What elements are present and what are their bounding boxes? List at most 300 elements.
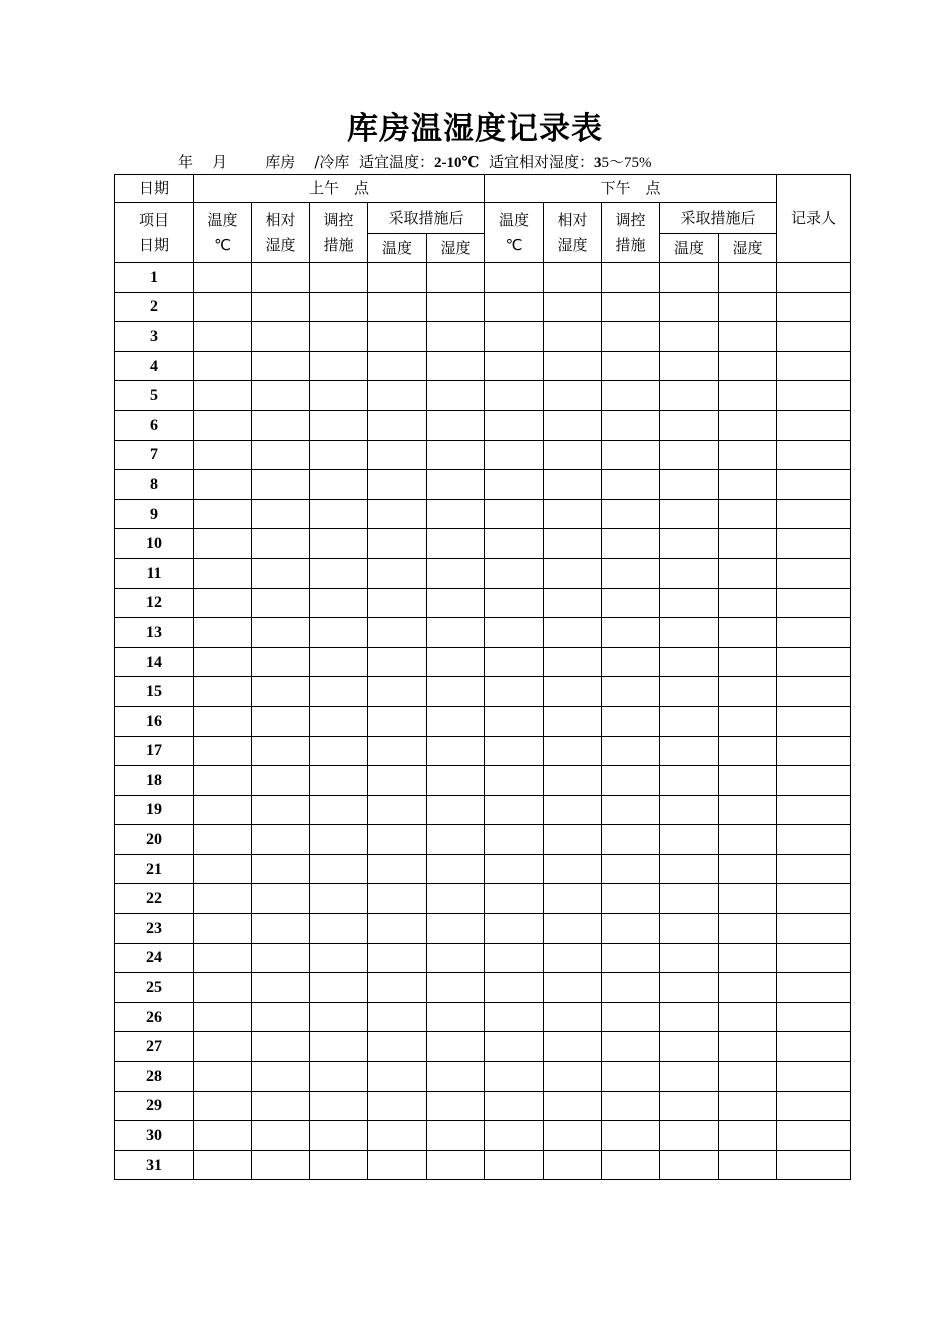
entry-cell[interactable] — [544, 381, 602, 411]
entry-cell[interactable] — [544, 1032, 602, 1062]
entry-cell[interactable] — [194, 677, 252, 707]
entry-cell[interactable] — [544, 736, 602, 766]
entry-cell[interactable] — [194, 1091, 252, 1121]
entry-cell[interactable] — [427, 351, 485, 381]
entry-cell[interactable] — [719, 706, 777, 736]
entry-cell[interactable] — [602, 440, 660, 470]
entry-cell[interactable] — [252, 381, 310, 411]
entry-cell[interactable] — [660, 914, 719, 944]
entry-cell[interactable] — [310, 854, 368, 884]
entry-cell[interactable] — [719, 1150, 777, 1180]
entry-cell[interactable] — [368, 558, 427, 588]
entry-cell[interactable] — [602, 1150, 660, 1180]
entry-cell[interactable] — [310, 618, 368, 648]
entry-cell[interactable] — [602, 706, 660, 736]
entry-cell[interactable] — [719, 292, 777, 322]
entry-cell[interactable] — [368, 263, 427, 293]
entry-cell[interactable] — [368, 1032, 427, 1062]
entry-cell[interactable] — [777, 588, 851, 618]
entry-cell[interactable] — [252, 706, 310, 736]
entry-cell[interactable] — [427, 529, 485, 559]
entry-cell[interactable] — [310, 795, 368, 825]
entry-cell[interactable] — [310, 529, 368, 559]
entry-cell[interactable] — [602, 854, 660, 884]
entry-cell[interactable] — [602, 766, 660, 796]
entry-cell[interactable] — [310, 1002, 368, 1032]
entry-cell[interactable] — [544, 914, 602, 944]
entry-cell[interactable] — [427, 973, 485, 1003]
entry-cell[interactable] — [427, 914, 485, 944]
entry-cell[interactable] — [252, 766, 310, 796]
entry-cell[interactable] — [719, 381, 777, 411]
entry-cell[interactable] — [719, 736, 777, 766]
entry-cell[interactable] — [194, 351, 252, 381]
entry-cell[interactable] — [602, 618, 660, 648]
entry-cell[interactable] — [310, 470, 368, 500]
entry-cell[interactable] — [194, 1002, 252, 1032]
entry-cell[interactable] — [194, 1032, 252, 1062]
entry-cell[interactable] — [777, 854, 851, 884]
entry-cell[interactable] — [310, 322, 368, 352]
entry-cell[interactable] — [485, 1091, 544, 1121]
entry-cell[interactable] — [485, 1062, 544, 1092]
entry-cell[interactable] — [368, 618, 427, 648]
entry-cell[interactable] — [485, 588, 544, 618]
entry-cell[interactable] — [310, 1062, 368, 1092]
entry-cell[interactable] — [660, 381, 719, 411]
entry-cell[interactable] — [660, 795, 719, 825]
entry-cell[interactable] — [660, 825, 719, 855]
entry-cell[interactable] — [194, 410, 252, 440]
entry-cell[interactable] — [368, 499, 427, 529]
entry-cell[interactable] — [368, 588, 427, 618]
entry-cell[interactable] — [544, 825, 602, 855]
entry-cell[interactable] — [485, 1121, 544, 1151]
entry-cell[interactable] — [427, 1150, 485, 1180]
entry-cell[interactable] — [194, 292, 252, 322]
entry-cell[interactable] — [252, 647, 310, 677]
entry-cell[interactable] — [544, 470, 602, 500]
entry-cell[interactable] — [544, 558, 602, 588]
entry-cell[interactable] — [310, 440, 368, 470]
entry-cell[interactable] — [602, 736, 660, 766]
entry-cell[interactable] — [427, 795, 485, 825]
entry-cell[interactable] — [194, 588, 252, 618]
entry-cell[interactable] — [252, 825, 310, 855]
entry-cell[interactable] — [194, 884, 252, 914]
entry-cell[interactable] — [660, 1091, 719, 1121]
entry-cell[interactable] — [777, 618, 851, 648]
entry-cell[interactable] — [777, 1150, 851, 1180]
entry-cell[interactable] — [310, 884, 368, 914]
entry-cell[interactable] — [602, 470, 660, 500]
entry-cell[interactable] — [777, 1032, 851, 1062]
entry-cell[interactable] — [777, 1121, 851, 1151]
entry-cell[interactable] — [602, 1032, 660, 1062]
entry-cell[interactable] — [777, 884, 851, 914]
entry-cell[interactable] — [485, 766, 544, 796]
entry-cell[interactable] — [777, 647, 851, 677]
entry-cell[interactable] — [602, 677, 660, 707]
entry-cell[interactable] — [544, 795, 602, 825]
entry-cell[interactable] — [544, 706, 602, 736]
entry-cell[interactable] — [252, 529, 310, 559]
entry-cell[interactable] — [252, 973, 310, 1003]
entry-cell[interactable] — [485, 854, 544, 884]
entry-cell[interactable] — [602, 322, 660, 352]
entry-cell[interactable] — [485, 322, 544, 352]
entry-cell[interactable] — [777, 292, 851, 322]
entry-cell[interactable] — [427, 263, 485, 293]
entry-cell[interactable] — [544, 440, 602, 470]
entry-cell[interactable] — [777, 263, 851, 293]
entry-cell[interactable] — [602, 351, 660, 381]
entry-cell[interactable] — [368, 1150, 427, 1180]
entry-cell[interactable] — [719, 1062, 777, 1092]
entry-cell[interactable] — [194, 706, 252, 736]
entry-cell[interactable] — [602, 914, 660, 944]
entry-cell[interactable] — [660, 410, 719, 440]
entry-cell[interactable] — [310, 766, 368, 796]
entry-cell[interactable] — [602, 1062, 660, 1092]
entry-cell[interactable] — [544, 1002, 602, 1032]
entry-cell[interactable] — [310, 1150, 368, 1180]
entry-cell[interactable] — [602, 588, 660, 618]
entry-cell[interactable] — [310, 736, 368, 766]
entry-cell[interactable] — [777, 1062, 851, 1092]
entry-cell[interactable] — [660, 1121, 719, 1151]
entry-cell[interactable] — [252, 558, 310, 588]
entry-cell[interactable] — [777, 470, 851, 500]
entry-cell[interactable] — [485, 1150, 544, 1180]
entry-cell[interactable] — [719, 529, 777, 559]
entry-cell[interactable] — [310, 351, 368, 381]
entry-cell[interactable] — [485, 618, 544, 648]
entry-cell[interactable] — [719, 825, 777, 855]
entry-cell[interactable] — [310, 943, 368, 973]
entry-cell[interactable] — [252, 1062, 310, 1092]
entry-cell[interactable] — [719, 558, 777, 588]
entry-cell[interactable] — [252, 1121, 310, 1151]
entry-cell[interactable] — [660, 677, 719, 707]
entry-cell[interactable] — [194, 825, 252, 855]
entry-cell[interactable] — [485, 263, 544, 293]
entry-cell[interactable] — [544, 943, 602, 973]
entry-cell[interactable] — [777, 914, 851, 944]
entry-cell[interactable] — [368, 647, 427, 677]
entry-cell[interactable] — [544, 588, 602, 618]
entry-cell[interactable] — [252, 1032, 310, 1062]
entry-cell[interactable] — [194, 263, 252, 293]
entry-cell[interactable] — [368, 795, 427, 825]
entry-cell[interactable] — [427, 381, 485, 411]
entry-cell[interactable] — [485, 351, 544, 381]
entry-cell[interactable] — [777, 558, 851, 588]
entry-cell[interactable] — [252, 854, 310, 884]
entry-cell[interactable] — [544, 1121, 602, 1151]
entry-cell[interactable] — [485, 499, 544, 529]
entry-cell[interactable] — [719, 677, 777, 707]
entry-cell[interactable] — [719, 410, 777, 440]
entry-cell[interactable] — [777, 943, 851, 973]
entry-cell[interactable] — [368, 292, 427, 322]
entry-cell[interactable] — [485, 677, 544, 707]
entry-cell[interactable] — [544, 263, 602, 293]
entry-cell[interactable] — [194, 1121, 252, 1151]
entry-cell[interactable] — [602, 499, 660, 529]
entry-cell[interactable] — [660, 588, 719, 618]
entry-cell[interactable] — [368, 440, 427, 470]
entry-cell[interactable] — [485, 973, 544, 1003]
entry-cell[interactable] — [368, 677, 427, 707]
entry-cell[interactable] — [310, 1091, 368, 1121]
entry-cell[interactable] — [544, 973, 602, 1003]
entry-cell[interactable] — [194, 558, 252, 588]
entry-cell[interactable] — [485, 440, 544, 470]
entry-cell[interactable] — [194, 854, 252, 884]
entry-cell[interactable] — [544, 410, 602, 440]
entry-cell[interactable] — [602, 943, 660, 973]
entry-cell[interactable] — [310, 499, 368, 529]
entry-cell[interactable] — [368, 470, 427, 500]
entry-cell[interactable] — [194, 736, 252, 766]
entry-cell[interactable] — [194, 529, 252, 559]
entry-cell[interactable] — [427, 1002, 485, 1032]
entry-cell[interactable] — [427, 1032, 485, 1062]
entry-cell[interactable] — [427, 736, 485, 766]
entry-cell[interactable] — [485, 529, 544, 559]
entry-cell[interactable] — [368, 943, 427, 973]
entry-cell[interactable] — [777, 766, 851, 796]
entry-cell[interactable] — [719, 470, 777, 500]
entry-cell[interactable] — [660, 1150, 719, 1180]
entry-cell[interactable] — [544, 351, 602, 381]
entry-cell[interactable] — [252, 440, 310, 470]
entry-cell[interactable] — [485, 736, 544, 766]
entry-cell[interactable] — [660, 558, 719, 588]
entry-cell[interactable] — [544, 884, 602, 914]
entry-cell[interactable] — [602, 263, 660, 293]
entry-cell[interactable] — [252, 292, 310, 322]
entry-cell[interactable] — [252, 1002, 310, 1032]
entry-cell[interactable] — [777, 795, 851, 825]
entry-cell[interactable] — [544, 1091, 602, 1121]
entry-cell[interactable] — [719, 1091, 777, 1121]
entry-cell[interactable] — [660, 1002, 719, 1032]
entry-cell[interactable] — [194, 381, 252, 411]
entry-cell[interactable] — [660, 943, 719, 973]
entry-cell[interactable] — [194, 470, 252, 500]
entry-cell[interactable] — [252, 588, 310, 618]
entry-cell[interactable] — [719, 795, 777, 825]
entry-cell[interactable] — [252, 263, 310, 293]
entry-cell[interactable] — [602, 884, 660, 914]
entry-cell[interactable] — [777, 825, 851, 855]
entry-cell[interactable] — [777, 440, 851, 470]
entry-cell[interactable] — [660, 440, 719, 470]
entry-cell[interactable] — [427, 470, 485, 500]
entry-cell[interactable] — [777, 351, 851, 381]
entry-cell[interactable] — [719, 1121, 777, 1151]
entry-cell[interactable] — [777, 499, 851, 529]
entry-cell[interactable] — [544, 647, 602, 677]
entry-cell[interactable] — [719, 647, 777, 677]
entry-cell[interactable] — [427, 322, 485, 352]
entry-cell[interactable] — [602, 1002, 660, 1032]
entry-cell[interactable] — [602, 1091, 660, 1121]
entry-cell[interactable] — [194, 943, 252, 973]
entry-cell[interactable] — [252, 499, 310, 529]
entry-cell[interactable] — [427, 292, 485, 322]
entry-cell[interactable] — [310, 1032, 368, 1062]
entry-cell[interactable] — [602, 1121, 660, 1151]
entry-cell[interactable] — [660, 292, 719, 322]
entry-cell[interactable] — [252, 795, 310, 825]
entry-cell[interactable] — [427, 558, 485, 588]
entry-cell[interactable] — [368, 766, 427, 796]
entry-cell[interactable] — [719, 588, 777, 618]
entry-cell[interactable] — [194, 618, 252, 648]
entry-cell[interactable] — [660, 647, 719, 677]
entry-cell[interactable] — [427, 825, 485, 855]
entry-cell[interactable] — [252, 736, 310, 766]
entry-cell[interactable] — [368, 1062, 427, 1092]
entry-cell[interactable] — [544, 1150, 602, 1180]
entry-cell[interactable] — [310, 647, 368, 677]
entry-cell[interactable] — [485, 1002, 544, 1032]
entry-cell[interactable] — [427, 618, 485, 648]
entry-cell[interactable] — [368, 410, 427, 440]
entry-cell[interactable] — [660, 736, 719, 766]
entry-cell[interactable] — [660, 618, 719, 648]
entry-cell[interactable] — [485, 558, 544, 588]
entry-cell[interactable] — [427, 706, 485, 736]
entry-cell[interactable] — [252, 410, 310, 440]
entry-cell[interactable] — [427, 1062, 485, 1092]
entry-cell[interactable] — [194, 766, 252, 796]
entry-cell[interactable] — [368, 706, 427, 736]
entry-cell[interactable] — [719, 263, 777, 293]
entry-cell[interactable] — [719, 1032, 777, 1062]
entry-cell[interactable] — [485, 825, 544, 855]
entry-cell[interactable] — [602, 529, 660, 559]
entry-cell[interactable] — [602, 381, 660, 411]
entry-cell[interactable] — [194, 795, 252, 825]
entry-cell[interactable] — [544, 292, 602, 322]
entry-cell[interactable] — [602, 558, 660, 588]
entry-cell[interactable] — [660, 766, 719, 796]
entry-cell[interactable] — [544, 766, 602, 796]
entry-cell[interactable] — [252, 618, 310, 648]
entry-cell[interactable] — [660, 351, 719, 381]
entry-cell[interactable] — [602, 410, 660, 440]
entry-cell[interactable] — [310, 1121, 368, 1151]
entry-cell[interactable] — [310, 558, 368, 588]
entry-cell[interactable] — [427, 647, 485, 677]
entry-cell[interactable] — [660, 854, 719, 884]
entry-cell[interactable] — [777, 706, 851, 736]
entry-cell[interactable] — [427, 440, 485, 470]
entry-cell[interactable] — [719, 884, 777, 914]
entry-cell[interactable] — [427, 499, 485, 529]
entry-cell[interactable] — [368, 825, 427, 855]
entry-cell[interactable] — [777, 677, 851, 707]
entry-cell[interactable] — [602, 795, 660, 825]
entry-cell[interactable] — [427, 1091, 485, 1121]
entry-cell[interactable] — [544, 618, 602, 648]
entry-cell[interactable] — [777, 410, 851, 440]
entry-cell[interactable] — [368, 1121, 427, 1151]
entry-cell[interactable] — [485, 292, 544, 322]
entry-cell[interactable] — [719, 766, 777, 796]
entry-cell[interactable] — [602, 292, 660, 322]
entry-cell[interactable] — [368, 884, 427, 914]
entry-cell[interactable] — [485, 795, 544, 825]
entry-cell[interactable] — [310, 588, 368, 618]
entry-cell[interactable] — [310, 677, 368, 707]
entry-cell[interactable] — [660, 973, 719, 1003]
entry-cell[interactable] — [485, 1032, 544, 1062]
entry-cell[interactable] — [194, 440, 252, 470]
entry-cell[interactable] — [660, 1062, 719, 1092]
entry-cell[interactable] — [252, 677, 310, 707]
entry-cell[interactable] — [485, 706, 544, 736]
entry-cell[interactable] — [660, 322, 719, 352]
entry-cell[interactable] — [252, 470, 310, 500]
entry-cell[interactable] — [485, 914, 544, 944]
entry-cell[interactable] — [252, 351, 310, 381]
entry-cell[interactable] — [719, 1002, 777, 1032]
entry-cell[interactable] — [368, 1002, 427, 1032]
entry-cell[interactable] — [777, 1091, 851, 1121]
entry-cell[interactable] — [544, 677, 602, 707]
entry-cell[interactable] — [194, 499, 252, 529]
entry-cell[interactable] — [485, 884, 544, 914]
entry-cell[interactable] — [427, 943, 485, 973]
entry-cell[interactable] — [310, 706, 368, 736]
entry-cell[interactable] — [427, 677, 485, 707]
entry-cell[interactable] — [252, 322, 310, 352]
entry-cell[interactable] — [252, 1091, 310, 1121]
entry-cell[interactable] — [310, 292, 368, 322]
entry-cell[interactable] — [719, 973, 777, 1003]
entry-cell[interactable] — [544, 499, 602, 529]
entry-cell[interactable] — [485, 410, 544, 440]
entry-cell[interactable] — [368, 973, 427, 1003]
entry-cell[interactable] — [194, 1150, 252, 1180]
entry-cell[interactable] — [194, 647, 252, 677]
entry-cell[interactable] — [310, 410, 368, 440]
entry-cell[interactable] — [427, 766, 485, 796]
entry-cell[interactable] — [368, 351, 427, 381]
entry-cell[interactable] — [660, 706, 719, 736]
entry-cell[interactable] — [602, 973, 660, 1003]
entry-cell[interactable] — [777, 736, 851, 766]
entry-cell[interactable] — [310, 825, 368, 855]
entry-cell[interactable] — [544, 322, 602, 352]
entry-cell[interactable] — [660, 499, 719, 529]
entry-cell[interactable] — [368, 1091, 427, 1121]
entry-cell[interactable] — [544, 854, 602, 884]
entry-cell[interactable] — [719, 618, 777, 648]
entry-cell[interactable] — [660, 884, 719, 914]
entry-cell[interactable] — [427, 410, 485, 440]
entry-cell[interactable] — [485, 943, 544, 973]
entry-cell[interactable] — [252, 943, 310, 973]
entry-cell[interactable] — [368, 529, 427, 559]
entry-cell[interactable] — [777, 1002, 851, 1032]
entry-cell[interactable] — [252, 1150, 310, 1180]
